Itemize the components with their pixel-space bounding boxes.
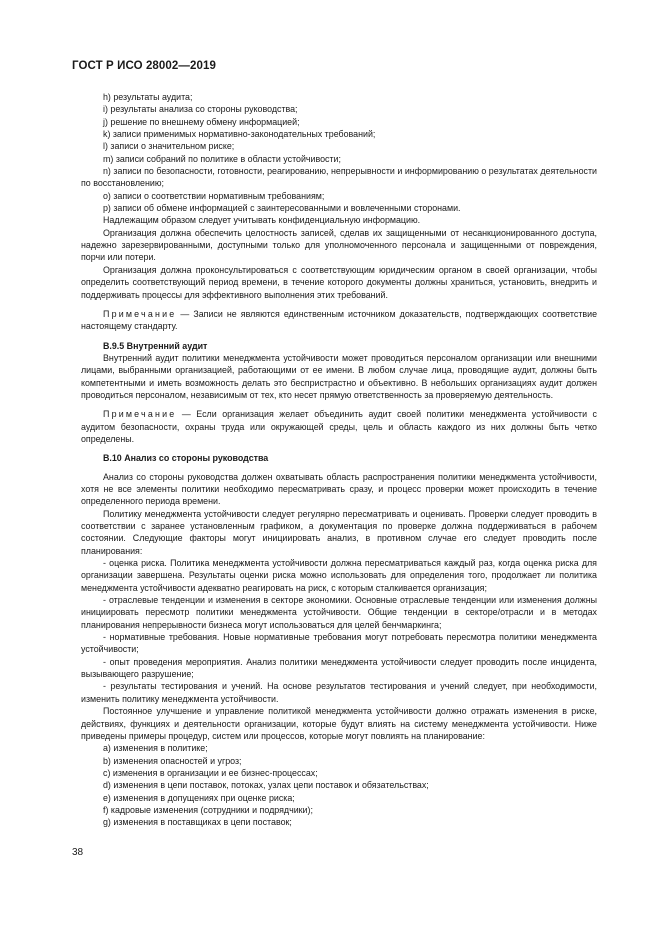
note-label: Примечание — [103, 409, 177, 420]
note-text: — Записи не являются единственным источником доказательств, подтверждающих соответствие настоящему стандарту. — [81, 308, 597, 332]
list-item: b) изменения опасностей и угроз; — [103, 755, 242, 766]
note-paragraph — [81, 408, 597, 445]
list-item: j) решение по внешнему обмену информацией; — [103, 116, 300, 127]
list-item: f) кадровые изменения (сотрудники и подрядчики); — [103, 804, 313, 815]
paragraph: Организация должна обеспечить целостность записей, сделав их защищенными от несанкционированного доступа, надежно зарезервированными, доступными только для уполномоченного персонала и защищенными от повреждения, порчи или потери. — [81, 227, 597, 263]
page-number: 38 — [72, 847, 84, 858]
paragraph: Надлежащим образом следует учитывать конфиденциальную информацию. — [103, 215, 421, 226]
note-paragraph — [81, 308, 597, 333]
paragraph: - нормативные требования. Новые нормативные требования могут потребовать пересмотра политики менеджмента устойчивости; — [81, 632, 597, 655]
list-item: n) записи по безопасности, готовности, реагированию, непрерывности и информированию о результатах деятельности по восстановлению; — [81, 166, 597, 189]
paragraph: - оценка риска. Политика менеджмента устойчивости должна пересматриваться каждый раз, когда оценка риска для организации завершена. Результаты оценки риска можно использовать для определения того, продолжает ли политика менеджмента устойчивости адекватно реагировать на риск, с которым сталкивается организация; — [81, 558, 597, 593]
paragraph: Организация должна проконсультироваться с соответствующим юридическим органом в своей организации, чтобы определить соответствующий период времени, в течение которого документы должны храниться, установить, внедрить и поддерживать процессы для эффективного выполнения этих требований. — [81, 264, 597, 300]
list-item: c) изменения в организации и ее бизнес-процессах; — [103, 767, 318, 778]
document-code-header: ГОСТ Р ИСО 28002—2019 — [72, 60, 217, 72]
paragraph: - опыт проведения мероприятия. Анализ политики менеджмента устойчивости следует проводить после инцидента, вызывающего разрушение; — [81, 656, 597, 680]
paragraph: - результаты тестирования и учений. На основе результатов тестирования и учений следует, при необходимости, изменить политику менеджмента устойчивости. — [81, 681, 597, 704]
paragraph: Постоянное улучшение и управление политикой менеджмента устойчивости должно отражать изменения в риске, действиях, функциях и деятельности организации, которые будут влиять на систему менеджмента устойчивости. Ниже приведены примеры процедур, систем или процессов, которые могут повлиять на планирование: — [81, 706, 597, 741]
list-item: k) записи применимых нормативно-законодательных требований; — [103, 129, 376, 140]
paragraph: Анализ со стороны руководства должен охватывать область распространения политики менеджмента устойчивости, хотя не все элементы политики необходимо пересматривать сразу, и процесс проверки может происходить в течение определенного периода времени. — [81, 471, 597, 507]
paragraph: Внутренний аудит политики менеджмента устойчивости может проводиться персоналом организации или внешними лицами, выбранными организацией, работающими от ее имени. В любом случае лица, проводящие аудит, должны быть компетентными и иметь возможность делать это беспристрастно и объективно. В небольших организациях аудит должен проводиться персоналом, независимым от тех, кто несет прямую ответственность за проверяемую деятельность. — [81, 352, 597, 400]
section-heading-b95: В.9.5 Внутренний аудит — [103, 340, 208, 351]
section-heading-b10: В.10 Анализ со стороны руководства — [103, 453, 269, 464]
paragraph: - отраслевые тенденции и изменения в секторе экономики. Основные отраслевые тенденции или изменения должны инициировать пересмотр политики менеджмента устойчивости. Общие тенденции в секторе/отрасли и в методах планирования непрерывности бизнеса могут использоваться для целей бенчмаркинга; — [81, 595, 597, 630]
list-item: e) изменения в допущениях при оценке риска; — [103, 792, 295, 803]
page-body — [81, 91, 597, 829]
paragraph: Политику менеджмента устойчивости следует регулярно пересматривать и оценивать. Проверки следует проводить в соответствии с заранее установленным графиком, а документация по проверке должна поддерживаться в рабочем состоянии. Следующие факторы могут инициировать анализ, в противном случае его следует проводить после планирования: — [81, 508, 597, 556]
note-label: Примечание — [103, 308, 177, 319]
list-item: a) изменения в политике; — [103, 743, 208, 754]
list-item: i) результаты анализа со стороны руководства; — [103, 104, 298, 115]
list-item: p) записи об обмене информацией с заинтересованными и вовлеченными сторонами. — [103, 203, 461, 214]
list-item: d) изменения в цепи поставок, потоках, узлах цепи поставок и обязательствах; — [103, 780, 429, 791]
list-item: l) записи о значительном риске; — [103, 141, 235, 152]
list-item: h) результаты аудита; — [103, 92, 193, 102]
list-item: g) изменения в поставщиках в цепи поставок; — [103, 817, 292, 828]
list-item: m) записи собраний по политике в области устойчивости; — [103, 153, 341, 164]
note-text: — Если организация желает объединить аудит своей политики менеджмента устойчивости с аудитом безопасности, охраны труда или окружающей среды, цель и область каждого из них должны быть четко определены. — [81, 409, 597, 444]
list-item: o) записи о соответствии нормативным требованиям; — [103, 190, 325, 201]
